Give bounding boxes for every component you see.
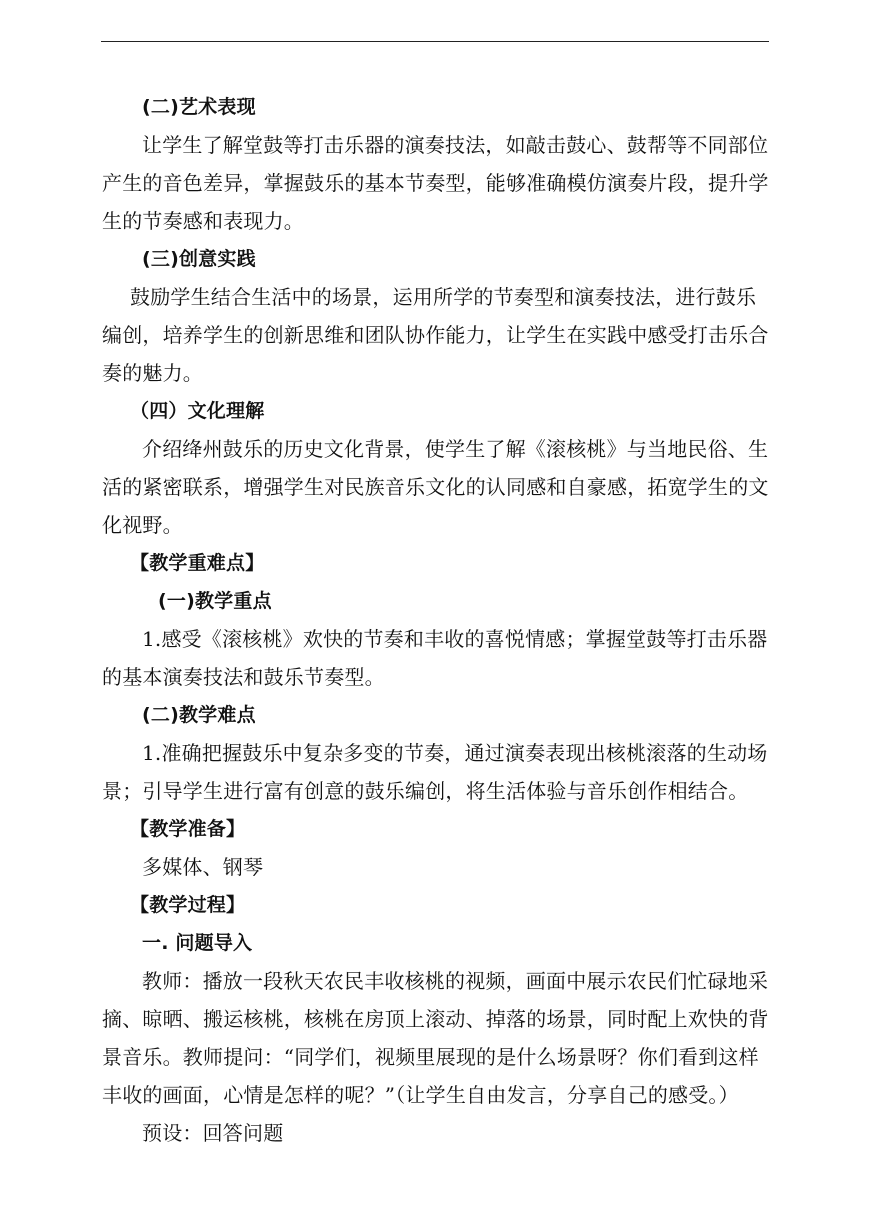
paragraph-line: 丰收的画面，心情是怎样的呢？”（让学生自由发言，分享自己的感受。） [102, 1083, 739, 1107]
paragraph-line: 1.准确把握鼓乐中复杂多变的节奏，通过演奏表现出核桃滚落的生动场 [142, 741, 768, 765]
paragraph-line: 奏的魅力。 [102, 361, 203, 385]
paragraph-line: 1.感受《滚核桃》欢快的节奏和丰收的喜悦情感；掌握堂鼓等打击乐器 [142, 627, 768, 651]
heading-culture: （四）文化理解 [130, 400, 265, 422]
paragraph-line: 摘、晾晒、搬运核桃，核桃在房顶上滚动、掉落的场景，同时配上欢快的背 [102, 1007, 769, 1031]
heading-key-points: 【教学重难点】 [130, 552, 265, 574]
paragraph-line: 生的节奏感和表现力。 [102, 209, 304, 233]
heading-prep: 【教学准备】 [130, 818, 246, 840]
paragraph-line: 景；引导学生进行富有创意的鼓乐编创，将生活体验与音乐创作相结合。 [102, 779, 749, 803]
header-rule [101, 41, 769, 42]
subheading-intro: 一. 问题导入 [142, 932, 253, 954]
paragraph-line: 介绍绛州鼓乐的历史文化背景，使学生了解《滚核桃》与当地民俗、生 [142, 437, 769, 461]
paragraph-line: 让学生了解堂鼓等打击乐器的演奏技法，如敲击鼓心、鼓帮等不同部位 [142, 133, 769, 157]
heading-process: 【教学过程】 [130, 894, 246, 916]
subheading-difficulty: (二)教学难点 [142, 704, 256, 726]
paragraph-line: 化视野。 [102, 513, 183, 537]
paragraph-line: 景音乐。教师提问：“同学们，视频里展现的是什么场景呀？你们看到这样 [102, 1045, 759, 1069]
paragraph-line: 产生的音色差异，掌握鼓乐的基本节奏型，能够准确模仿演奏片段，提升学 [102, 171, 769, 195]
paragraph-line: 教师：播放一段秋天农民丰收核桃的视频，画面中展示农民们忙碌地采 [142, 969, 769, 993]
paragraph-line: 活的紧密联系，增强学生对民族音乐文化的认同感和自豪感，拓宽学生的文 [102, 475, 769, 499]
subheading-focus: (一)教学重点 [158, 590, 272, 612]
preset-text: 预设：回答问题 [142, 1121, 284, 1145]
paragraph-line: 的基本演奏技法和鼓乐节奏型。 [102, 665, 385, 689]
paragraph-line: 编创，培养学生的创新思维和团队协作能力，让学生在实践中感受打击乐合 [102, 323, 769, 347]
heading-creative: (三)创意实践 [142, 248, 256, 270]
heading-art: (二)艺术表现 [142, 96, 256, 118]
prep-text: 多媒体、钢琴 [142, 855, 264, 879]
paragraph-line: 鼓励学生结合生活中的场景，运用所学的节奏型和演奏技法，进行鼓乐 [130, 285, 757, 309]
